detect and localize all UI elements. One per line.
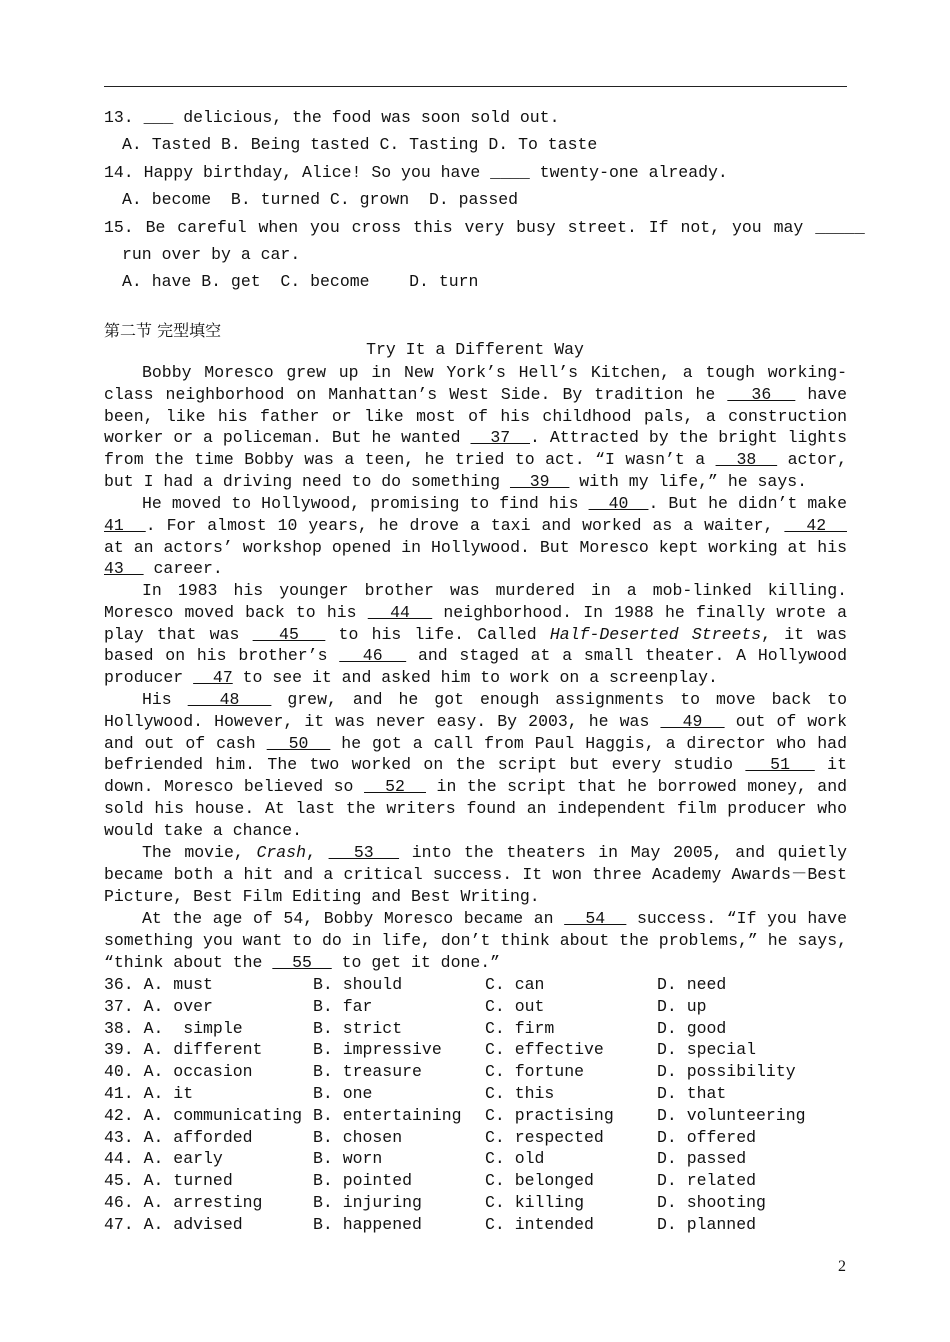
film-title: Crash: [256, 843, 306, 862]
passage-title: Try It a Different Way: [366, 340, 584, 359]
options-row: 36. A. must B. should C. can D. need: [104, 975, 727, 994]
blank-54[interactable]: 54: [564, 909, 627, 928]
blank-55[interactable]: 55: [272, 952, 332, 972]
blank-40[interactable]: 40: [588, 494, 649, 513]
page-number: 2: [838, 1258, 846, 1275]
question-15-options: A. have B. get C. become D. turn: [122, 272, 479, 291]
options-table: [104, 974, 847, 1236]
options-row: 37. A. over B. far C. out D. up: [104, 996, 707, 1016]
options-row: 40. A. occasion B. treasure C. fortune D. possibility: [104, 1062, 796, 1082]
paragraph-2: He moved to Hollywood, promising to find his 40 . But he didn’t make 41 . For almost 10 years, he drove a taxi and worked as a waiter, 42 at an actors’ workshop opened in Hollywood. But Moresco kept working at his 43 career.: [104, 494, 847, 579]
question-13-options: A. Tasted B. Being tasted C. Tasting D. To taste: [122, 135, 598, 154]
blank-43[interactable]: 43: [104, 559, 144, 579]
blank-53[interactable]: 53: [328, 843, 400, 862]
blank-50[interactable]: 50: [266, 733, 331, 753]
blank-41[interactable]: 41: [104, 515, 146, 535]
options-row: 43. A. afforded B. chosen C. respected D. offered: [104, 1127, 757, 1147]
blank-38[interactable]: 38: [715, 450, 778, 470]
blank-49[interactable]: 49: [660, 711, 725, 731]
blank-48[interactable]: 48: [187, 690, 272, 709]
question-14: 14. Happy birthday, Alice! So you have ____ twenty-one already.: [104, 163, 728, 182]
question-13: 13. ___ delicious, the food was soon sold out.: [104, 108, 560, 127]
question-15-continued: run over by a car.: [122, 245, 301, 264]
options-row: 45. A. turned B. pointed C. belonged D. related: [104, 1171, 757, 1191]
paragraph-3: In 1983 his younger brother was murdered in a mob-linked killing. Moresco moved back to his 44 neighborhood. In 1988 he finally wrote a play that was 45 to his life. Called Half-Deserted Streets, it was based on his brother’s 46 and staged at a small theater. A Hollywood producer 47 to see it and asked him to work on a screenplay.: [104, 581, 848, 688]
options-row: 42. A. communicating B. entertaining C. practising D. volunteering: [104, 1105, 806, 1125]
paragraph-4: His 48 grew, and he got enough assignments to move back to Hollywood. However, it was never easy. By 2003, he was 49 out of work and out of cash 50 he got a call from Paul Haggis, a director who had befriended him. The two worked on the script but every studio 51 it down. Moresco believed so 52 in the script that he borrowed money, and sold his house. At last the writers found an independent film producer who would take a chance.: [104, 690, 847, 840]
blank-37[interactable]: 37: [470, 428, 531, 448]
blank-45[interactable]: 45: [252, 624, 326, 644]
paragraph-5: The movie, Crash, 53 into the theaters in May 2005, and quietly became both a hit and a critical success. It won three Academy Awards－Best Picture, Best Film Editing and Best Writing.: [104, 843, 847, 906]
options-row: 47. A. advised B. happened C. intended D. planned: [104, 1214, 757, 1234]
blank-44[interactable]: 44: [367, 602, 433, 622]
question-14-options: A. become B. turned C. grown D. passed: [122, 190, 519, 209]
question-15: 15. Be careful when you cross this very busy street. If not, you may _____: [104, 218, 865, 237]
blank-42[interactable]: 42: [784, 515, 847, 535]
blank-46[interactable]: 46: [339, 646, 407, 666]
options-row: 39. A. different B. impressive C. effective D. special: [104, 1040, 757, 1060]
paragraph-6: At the age of 54, Bobby Moresco became an 54 success. “If you have something you want to do in life, don’t think about the problems,” he says, “think about the 55 to get it done.”: [104, 909, 847, 972]
blank-51[interactable]: 51: [745, 755, 815, 775]
blank-47[interactable]: 47: [193, 668, 233, 688]
paragraph-1: Bobby Moresco grew up in New York’s Hell’s Kitchen, a tough working-class neighborhood on Manhattan’s West Side. By tradition he 36 have been, like his father or like most of his childhood pals, a construction worker or a policeman. But he wanted 37 . Attracted by the bright lights from the time Bobby was a teen, he tried to act. “I wasn’t a 38 actor, but I had a driving need to do something 39 with my life,” he says.: [104, 363, 847, 491]
play-title: Half-Deserted Streets: [549, 624, 762, 644]
blank-39[interactable]: 39: [509, 471, 570, 491]
options-row: 38. A. simple B. strict C. firm D. good: [104, 1018, 727, 1038]
blank-52[interactable]: 52: [364, 777, 426, 797]
header-rule: [104, 86, 847, 87]
section-heading: 第二节 完型填空: [104, 321, 222, 340]
options-row: 44. A. early B. worn C. old D. passed: [104, 1149, 747, 1169]
blank-36[interactable]: 36: [727, 384, 796, 404]
options-row: 46. A. arresting B. injuring C. killing D. shooting: [104, 1192, 766, 1212]
options-row: 41. A. it B. one C. this D. that: [104, 1083, 727, 1103]
